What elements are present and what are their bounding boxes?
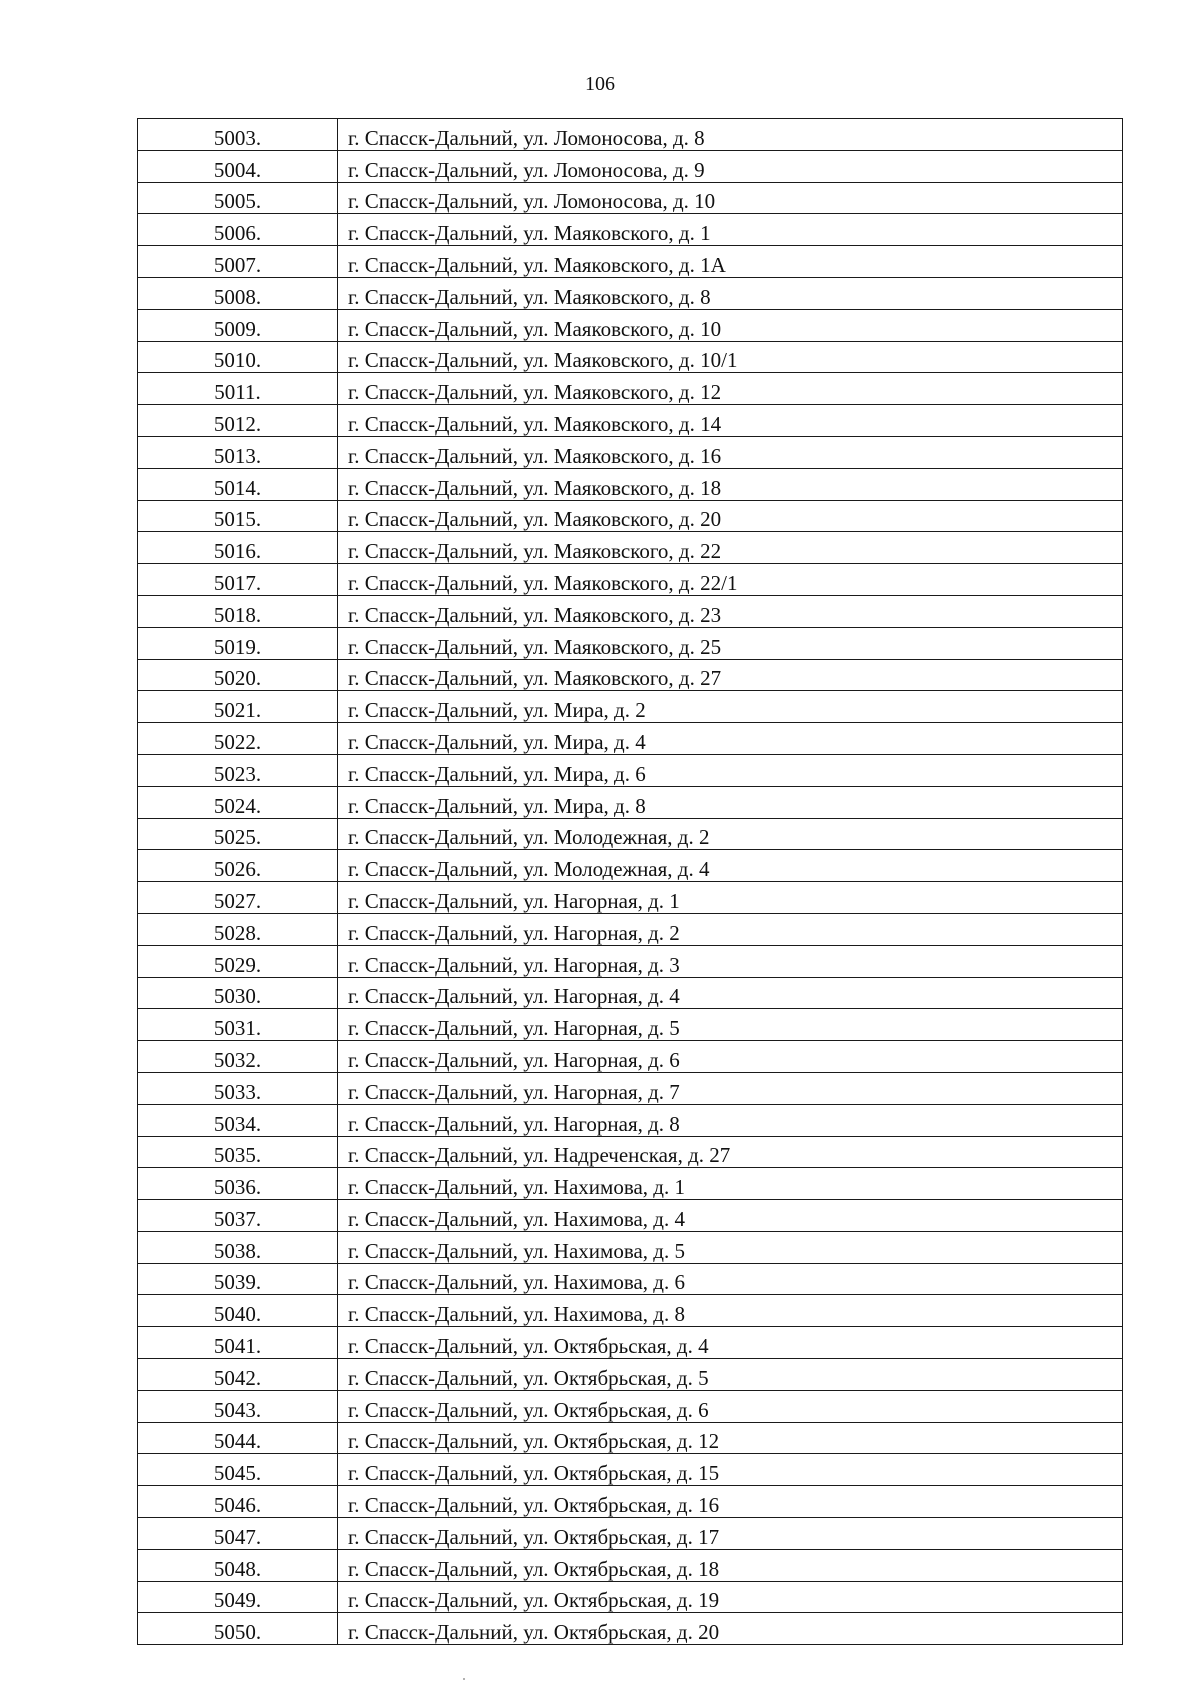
row-address: г. Спасск-Дальний, ул. Нагорная, д. 7 — [338, 1072, 1123, 1104]
row-address: г. Спасск-Дальний, ул. Октябрьская, д. 4 — [338, 1327, 1123, 1359]
row-number: 5030. — [138, 977, 338, 1009]
row-number: 5020. — [138, 659, 338, 691]
table-row — [138, 945, 1123, 977]
row-address: г. Спасск-Дальний, ул. Маяковского, д. 27 — [338, 659, 1123, 691]
table-row — [138, 1581, 1123, 1613]
row-number: 5029. — [138, 945, 338, 977]
row-address: г. Спасск-Дальний, ул. Октябрьская, д. 5 — [338, 1359, 1123, 1391]
row-number: 5047. — [138, 1518, 338, 1550]
row-address: г. Спасск-Дальний, ул. Мира, д. 6 — [338, 754, 1123, 786]
row-address: г. Спасск-Дальний, ул. Октябрьская, д. 12 — [338, 1422, 1123, 1454]
row-number: 5004. — [138, 150, 338, 182]
table-row — [138, 913, 1123, 945]
table-row — [138, 1390, 1123, 1422]
row-number: 5003. — [138, 119, 338, 151]
row-number: 5012. — [138, 405, 338, 437]
table-row — [138, 1263, 1123, 1295]
table-row — [138, 373, 1123, 405]
row-address: г. Спасск-Дальний, ул. Ломоносова, д. 8 — [338, 119, 1123, 151]
row-number: 5010. — [138, 341, 338, 373]
table-row — [138, 882, 1123, 914]
table-row — [138, 627, 1123, 659]
row-address: г. Спасск-Дальний, ул. Маяковского, д. 22/1 — [338, 564, 1123, 596]
page-number: 106 — [585, 73, 615, 95]
table-row — [138, 532, 1123, 564]
row-number: 5028. — [138, 913, 338, 945]
row-number: 5019. — [138, 627, 338, 659]
table-row — [138, 818, 1123, 850]
row-address: г. Спасск-Дальний, ул. Маяковского, д. 10/1 — [338, 341, 1123, 373]
row-number: 5022. — [138, 723, 338, 755]
row-number: 5040. — [138, 1295, 338, 1327]
table-row — [138, 182, 1123, 214]
table-row — [138, 1200, 1123, 1232]
row-address: г. Спасск-Дальний, ул. Маяковского, д. 12 — [338, 373, 1123, 405]
row-number: 5037. — [138, 1200, 338, 1232]
table-row — [138, 691, 1123, 723]
table-row — [138, 1009, 1123, 1041]
row-address: г. Спасск-Дальний, ул. Молодежная, д. 4 — [338, 850, 1123, 882]
row-address: г. Спасск-Дальний, ул. Октябрьская, д. 6 — [338, 1390, 1123, 1422]
table-row — [138, 500, 1123, 532]
row-address: г. Спасск-Дальний, ул. Ломоносова, д. 10 — [338, 182, 1123, 214]
row-address: г. Спасск-Дальний, ул. Маяковского, д. 23 — [338, 595, 1123, 627]
row-address: г. Спасск-Дальний, ул. Маяковского, д. 10 — [338, 309, 1123, 341]
row-address: г. Спасск-Дальний, ул. Маяковского, д. 22 — [338, 532, 1123, 564]
row-number: 5027. — [138, 882, 338, 914]
row-number: 5042. — [138, 1359, 338, 1391]
table-row — [138, 214, 1123, 246]
row-address: г. Спасск-Дальний, ул. Октябрьская, д. 16 — [338, 1486, 1123, 1518]
table-row — [138, 1072, 1123, 1104]
table-row — [138, 723, 1123, 755]
row-number: 5025. — [138, 818, 338, 850]
table-row — [138, 1136, 1123, 1168]
row-number: 5046. — [138, 1486, 338, 1518]
row-number: 5014. — [138, 468, 338, 500]
row-address: г. Спасск-Дальний, ул. Нахимова, д. 1 — [338, 1168, 1123, 1200]
row-number: 5033. — [138, 1072, 338, 1104]
table-row — [138, 564, 1123, 596]
table-row — [138, 1518, 1123, 1550]
row-address: г. Спасск-Дальний, ул. Маяковского, д. 18 — [338, 468, 1123, 500]
table-row — [138, 246, 1123, 278]
address-table — [137, 118, 1123, 1645]
row-address: г. Спасск-Дальний, ул. Октябрьская, д. 19 — [338, 1581, 1123, 1613]
row-number: 5011. — [138, 373, 338, 405]
row-number: 5038. — [138, 1231, 338, 1263]
table-row — [138, 1359, 1123, 1391]
row-number: 5009. — [138, 309, 338, 341]
table-row — [138, 1231, 1123, 1263]
row-address: г. Спасск-Дальний, ул. Октябрьская, д. 17 — [338, 1518, 1123, 1550]
row-address: г. Спасск-Дальний, ул. Нагорная, д. 8 — [338, 1104, 1123, 1136]
table-row — [138, 1486, 1123, 1518]
row-address: г. Спасск-Дальний, ул. Маяковского, д. 20 — [338, 500, 1123, 532]
row-address: г. Спасск-Дальний, ул. Нагорная, д. 1 — [338, 882, 1123, 914]
row-number: 5013. — [138, 436, 338, 468]
row-number: 5035. — [138, 1136, 338, 1168]
row-address: г. Спасск-Дальний, ул. Нагорная, д. 6 — [338, 1041, 1123, 1073]
table-row — [138, 405, 1123, 437]
row-number: 5032. — [138, 1041, 338, 1073]
row-address: г. Спасск-Дальний, ул. Нагорная, д. 5 — [338, 1009, 1123, 1041]
row-number: 5044. — [138, 1422, 338, 1454]
row-address: г. Спасск-Дальний, ул. Нахимова, д. 6 — [338, 1263, 1123, 1295]
row-address: г. Спасск-Дальний, ул. Нахимова, д. 5 — [338, 1231, 1123, 1263]
table-row — [138, 1104, 1123, 1136]
table-row — [138, 1327, 1123, 1359]
table-row — [138, 309, 1123, 341]
row-address: г. Спасск-Дальний, ул. Октябрьская, д. 20 — [338, 1613, 1123, 1645]
row-number: 5023. — [138, 754, 338, 786]
row-address: г. Спасск-Дальний, ул. Маяковского, д. 1 — [338, 214, 1123, 246]
row-address: г. Спасск-Дальний, ул. Маяковского, д. 14 — [338, 405, 1123, 437]
row-address: г. Спасск-Дальний, ул. Ломоносова, д. 9 — [338, 150, 1123, 182]
row-address: г. Спасск-Дальний, ул. Октябрьская, д. 18 — [338, 1549, 1123, 1581]
table-row — [138, 754, 1123, 786]
table-row — [138, 150, 1123, 182]
row-number: 5050. — [138, 1613, 338, 1645]
row-number: 5045. — [138, 1454, 338, 1486]
table-row — [138, 277, 1123, 309]
row-address: г. Спасск-Дальний, ул. Маяковского, д. 1А — [338, 246, 1123, 278]
row-number: 5041. — [138, 1327, 338, 1359]
row-number: 5024. — [138, 786, 338, 818]
row-number: 5015. — [138, 500, 338, 532]
row-number: 5034. — [138, 1104, 338, 1136]
row-address: г. Спасск-Дальний, ул. Мира, д. 4 — [338, 723, 1123, 755]
row-address: г. Спасск-Дальний, ул. Октябрьская, д. 15 — [338, 1454, 1123, 1486]
row-number: 5005. — [138, 182, 338, 214]
row-address: г. Спасск-Дальний, ул. Мира, д. 2 — [338, 691, 1123, 723]
row-number: 5036. — [138, 1168, 338, 1200]
row-number: 5049. — [138, 1581, 338, 1613]
row-address: г. Спасск-Дальний, ул. Нагорная, д. 4 — [338, 977, 1123, 1009]
row-number: 5048. — [138, 1549, 338, 1581]
row-address: г. Спасск-Дальний, ул. Нагорная, д. 2 — [338, 913, 1123, 945]
table-row — [138, 119, 1123, 151]
table-row — [138, 850, 1123, 882]
table-row — [138, 1168, 1123, 1200]
table-row — [138, 468, 1123, 500]
table-row — [138, 341, 1123, 373]
table-row — [138, 786, 1123, 818]
row-number: 5006. — [138, 214, 338, 246]
row-number: 5021. — [138, 691, 338, 723]
row-address: г. Спасск-Дальний, ул. Маяковского, д. 16 — [338, 436, 1123, 468]
table-row — [138, 1613, 1123, 1645]
row-address: г. Спасск-Дальний, ул. Мира, д. 8 — [338, 786, 1123, 818]
table-row — [138, 1041, 1123, 1073]
row-address: г. Спасск-Дальний, ул. Нахимова, д. 4 — [338, 1200, 1123, 1232]
row-number: 5016. — [138, 532, 338, 564]
row-number: 5031. — [138, 1009, 338, 1041]
row-number: 5018. — [138, 595, 338, 627]
row-address: г. Спасск-Дальний, ул. Маяковского, д. 8 — [338, 277, 1123, 309]
row-number: 5008. — [138, 277, 338, 309]
row-number: 5007. — [138, 246, 338, 278]
row-number: 5026. — [138, 850, 338, 882]
table-row — [138, 977, 1123, 1009]
table-row — [138, 1295, 1123, 1327]
address-table-body — [138, 119, 1123, 1645]
table-row — [138, 1422, 1123, 1454]
table-row — [138, 595, 1123, 627]
scan-speck — [463, 1678, 465, 1680]
table-row — [138, 1454, 1123, 1486]
row-address: г. Спасск-Дальний, ул. Нахимова, д. 8 — [338, 1295, 1123, 1327]
row-number: 5039. — [138, 1263, 338, 1295]
row-number: 5017. — [138, 564, 338, 596]
table-row — [138, 436, 1123, 468]
table-row — [138, 1549, 1123, 1581]
table-row — [138, 659, 1123, 691]
row-address: г. Спасск-Дальний, ул. Нагорная, д. 3 — [338, 945, 1123, 977]
row-address: г. Спасск-Дальний, ул. Надреченская, д. 27 — [338, 1136, 1123, 1168]
row-address: г. Спасск-Дальний, ул. Молодежная, д. 2 — [338, 818, 1123, 850]
row-number: 5043. — [138, 1390, 338, 1422]
row-address: г. Спасск-Дальний, ул. Маяковского, д. 25 — [338, 627, 1123, 659]
